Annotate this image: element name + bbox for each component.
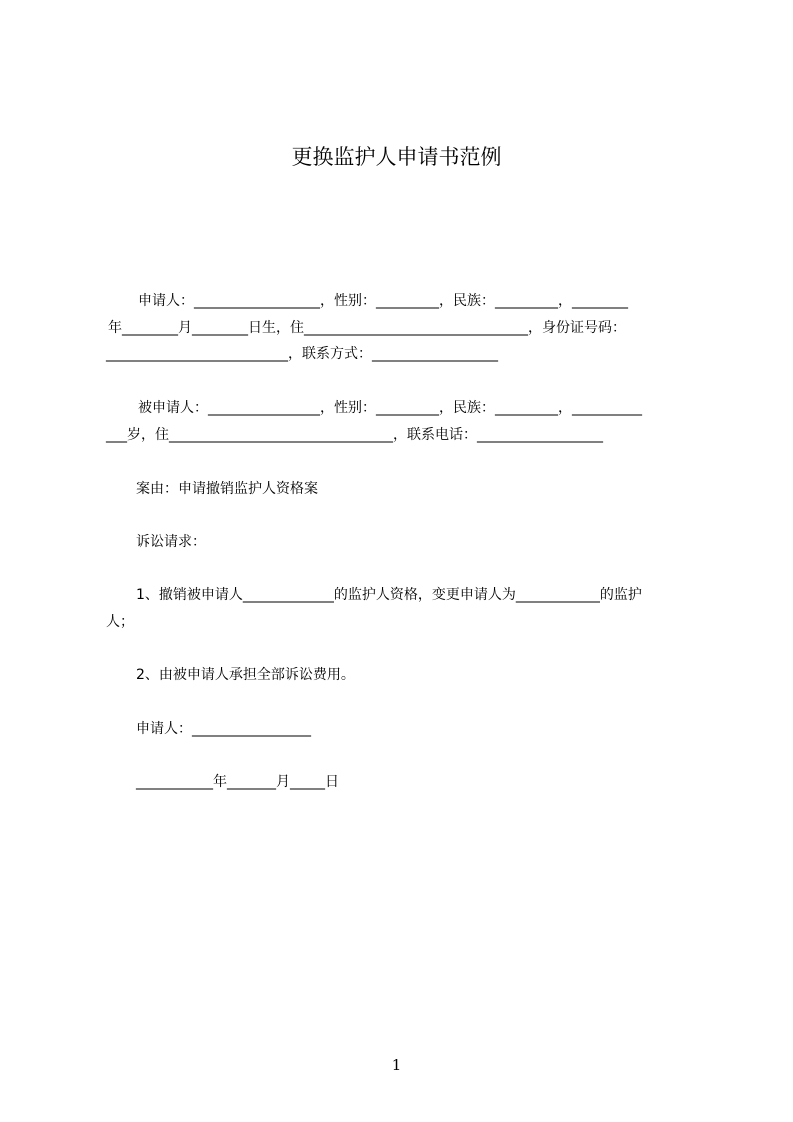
- claims-heading: 诉讼请求：: [136, 534, 206, 550]
- page-number: 1: [391, 1056, 402, 1074]
- claim-1-line-2: 人；: [106, 614, 134, 630]
- date-line: ___________年_______月_____日: [136, 774, 339, 790]
- signature-line: 申请人：_________________: [136, 721, 311, 737]
- respondent-line-2: ___岁，住________________________________，联系电话：__________________: [106, 427, 603, 443]
- applicant-line-1: 申请人：__________________，性别：_________，民族：_________，________: [138, 293, 628, 309]
- page-title: 更换监护人申请书范例: [291, 145, 502, 169]
- applicant-line-3: __________________________，联系方式：__________________: [106, 346, 498, 362]
- claim-2: 2、由被申请人承担全部诉讼费用。: [136, 667, 355, 683]
- claim-1-line-1: 1、撤销被申请人_____________的监护人资格，变更申请人为____________的监护: [136, 587, 642, 603]
- case-reason: 案由：申请撤销监护人资格案: [136, 481, 318, 497]
- applicant-line-2: 年________月________日生，住________________________________，身份证号码：: [108, 320, 626, 336]
- respondent-line-1: 被申请人：________________，性别：_________，民族：_________，__________: [138, 400, 642, 416]
